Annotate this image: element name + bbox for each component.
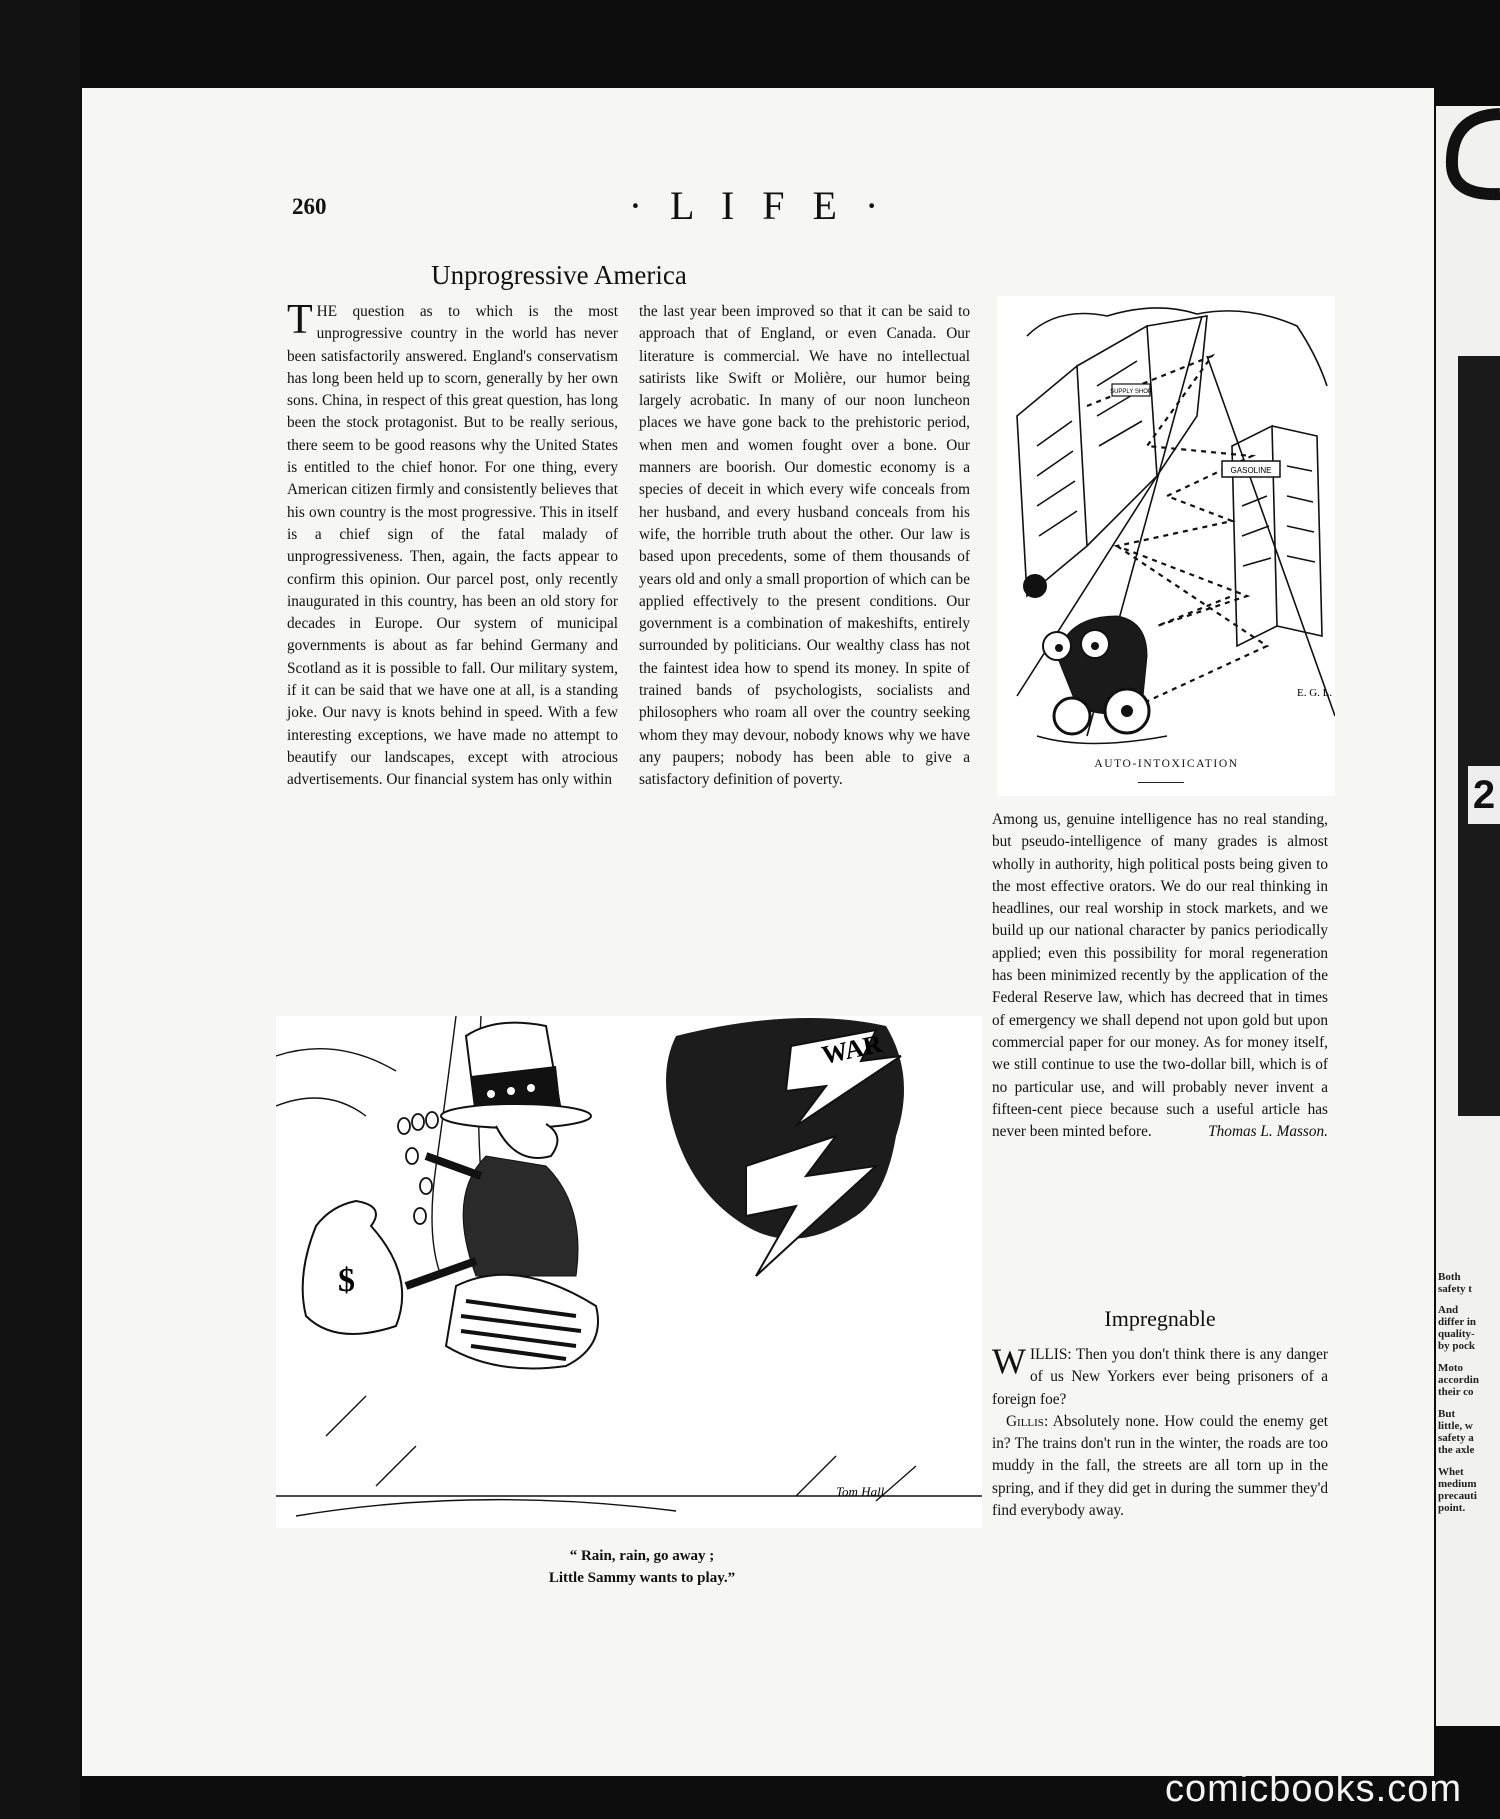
- war-cartoon: [276, 1016, 982, 1528]
- article-text-col1: HE question as to which is the most unprogressive country in the world has never been satisfactorily answered. England's conservatism has long been held up to scorn, generally by her own sons. China, in respect of this great question, has long been the stock protagonist. But to be really serious, there seem to be good reasons why the United States is entitled to the chief honor. For one thing, every American citizen firmly and consistently believes that his own country is the most progressive. This in itself is a chief sign of the fatal malady of unprogressiveness. Then, again, the facts appear to confirm this opinion. Our parcel post, only recently inaugurated in this country, has been an old story for decades in Europe. Our system of municipal governments is about as far behind Germany and Scotland as it is possible to fall. Our military system, if it can be said that we have one at all, is a standing joke. Our navy is knots behind in speed. With a few interesting exceptions, we have made no attempt to beautify our landscapes, except with atrocious advertisements. Our financial system has only within: [287, 303, 618, 789]
- gillis-name: Gillis: [1006, 1412, 1044, 1430]
- masthead: · L I F E ·: [628, 183, 888, 228]
- gillis-dialogue: : Absolutely none. How could the enemy get in? The trains don't run in the winter, the roads are too muddy in the fall, the streets are all torn up in the spring, and if they did get in during the summer they'd find everybody away.: [992, 1412, 1328, 1520]
- page-number: 260: [292, 194, 327, 219]
- war-cartoon-caption-line2: Little Sammy wants to play.”: [548, 1570, 736, 1586]
- next-page-text-5: Whet medium precauti point.: [1438, 1466, 1477, 1514]
- author-signature: Thomas L. Masson.: [1208, 1123, 1328, 1141]
- money-bag-icon: [303, 1201, 402, 1334]
- sidebar-article-title: Impregnable: [1104, 1306, 1216, 1331]
- auto-intoxication-cartoon: [997, 296, 1335, 796]
- cartoon-caption-auto-intoxication: AUTO-INTOXICATION: [1094, 758, 1239, 770]
- sidebar-article-body: [992, 1341, 1328, 1522]
- dollar-sign: $: [338, 1262, 355, 1299]
- scan-background: [0, 0, 80, 1819]
- war-label: WAR: [819, 1028, 885, 1070]
- uncle-sam-figure: [406, 1023, 598, 1369]
- drop-cap: T: [287, 297, 313, 343]
- plate-number-fragment: 2: [1468, 766, 1500, 824]
- supply-shop-sign-text: SUPPLY SHOP: [1110, 389, 1152, 395]
- next-page-text-3: Moto accordin their co: [1438, 1362, 1479, 1398]
- gasoline-sign-text: GASOLINE: [1230, 466, 1272, 475]
- article-column-2: [639, 301, 970, 792]
- next-page-photo: [1458, 356, 1500, 1116]
- article-text-col2: the last year been improved so that it can be said to approach that of England, or even Canada. Our literature is commercial. We have no intellectual satirists like Swift or Molière, our humor being largely acrobatic. In many of our noon luncheon places we have gone back to the prehistoric period, when men and women fought over a bone. Our manners are boorish. Our domestic economy is a species of deceit in which every wife conceals from her husband, and every husband conceals from his wife, the horrible truth about the other. Our law is based upon precedents, some of them thousands of years old and only a small proportion of which can be applied effectively to the present conditions. Our government is a combination of makeshifts, entirely surrounded by politicians. Our wealthy class has not the faintest idea how to spend its money. In spite of trained bands of psychologists, socialists and philosophers who roam all over the country seeking whom they may devour, nobody knows why we have any paupers; nobody has been able to give a satisfactory definition of poverty.: [639, 303, 970, 789]
- curved-letter-fragment: [1436, 106, 1500, 356]
- section-divider: [1138, 782, 1184, 783]
- war-cartoon-caption-line1: “ Rain, rain, go away ;: [569, 1548, 715, 1564]
- article-title: Unprogressive America: [431, 260, 687, 290]
- street-illustration: [997, 296, 1335, 756]
- next-page-fragment: [1436, 106, 1500, 1726]
- uncle-sam-illustration: [276, 1016, 982, 1528]
- next-page-text-4: But little, w safety a the axle: [1438, 1408, 1475, 1456]
- article-text-col3: Among us, genuine intelligence has no real standing, but pseudo-intelligence of many grades is almost wholly in authority, high political posts being given to the most effective orators. We do our real thinking in headlines, our real worship in stock markets, and we build up our national character by panics periodically applied; even this possibility for moral regeneration has been minimized recently by the application of the Federal Reserve law, which has decreed that in times of emergency we shall depend not upon gold but upon commercial paper for our money. As for money itself, we still continue to use the two-dollar bill, which is of no particular use, and will probably never invent a fifteen-cent piece because such a useful article has never been minted before.: [992, 811, 1328, 1141]
- artist-signature-tom-hall: Tom Hall: [836, 1484, 885, 1499]
- next-page-text-2: And differ in quality- by pock: [1438, 1304, 1476, 1352]
- article-column-3: [992, 809, 1328, 1143]
- next-page-text-1: Both safety t: [1438, 1271, 1472, 1295]
- magazine-page: [82, 88, 1434, 1776]
- article-column-1: [287, 297, 618, 792]
- artist-signature-egl: E. G. L.: [1297, 687, 1333, 699]
- sidebar-drop-cap: W: [992, 1341, 1026, 1381]
- drunk-car-icon: [1023, 574, 1167, 744]
- willis-dialogue: ILLIS: Then you don't think there is any danger of us New Yorkers ever being prisoners of a foreign foe?: [992, 1346, 1328, 1408]
- watermark: comicbooks.com: [1165, 1768, 1462, 1810]
